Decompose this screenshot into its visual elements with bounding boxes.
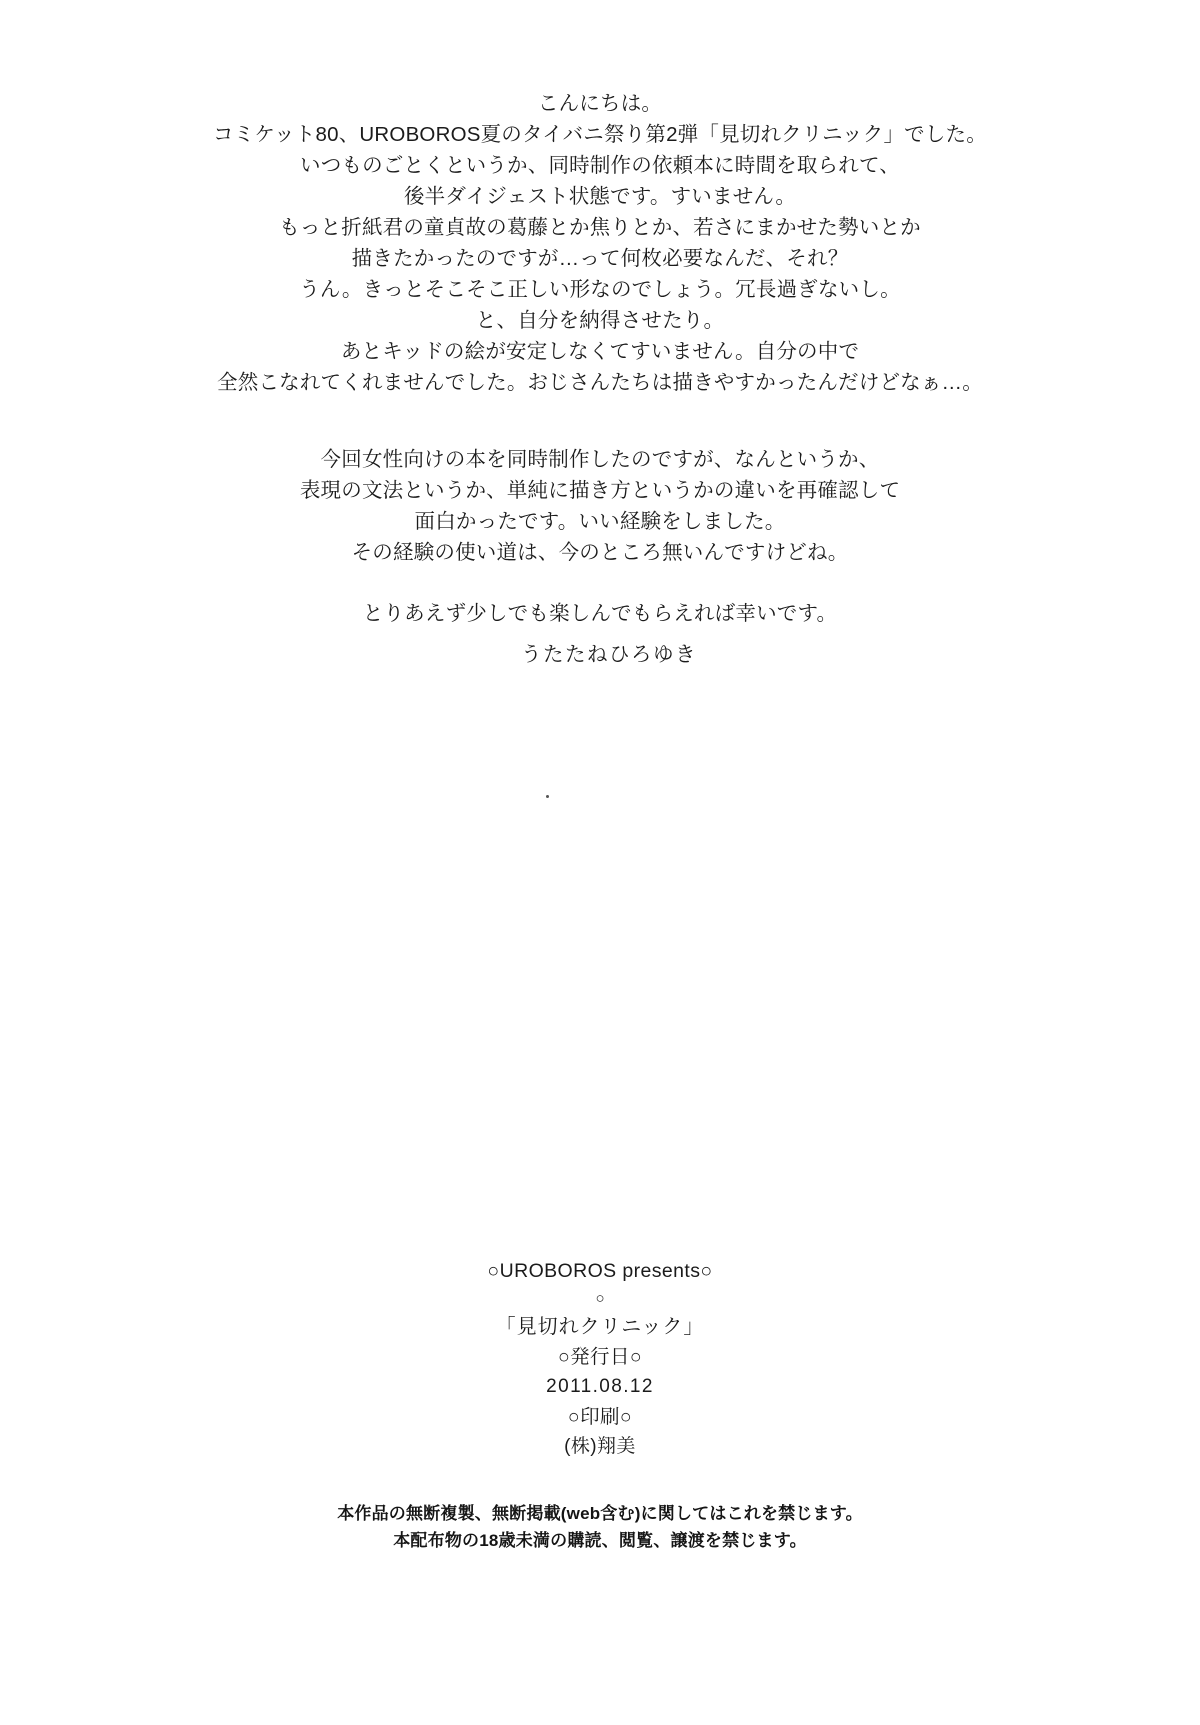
author-name: うたたねひろゆき xyxy=(521,643,697,666)
publisher-line: ○UROBOROS presents○ xyxy=(487,1260,713,1282)
printer-label: ○印刷○ xyxy=(567,1406,633,1428)
author-signature xyxy=(0,640,1200,670)
publish-date-value: 2011.08.12 xyxy=(546,1376,654,1397)
legal-notice xyxy=(0,1500,1200,1554)
afterword-line: うん。きっとそこそこ正しい形なのでしょう。冗長過ぎないし。 xyxy=(299,278,901,301)
circle-divider: ○ xyxy=(595,1290,605,1307)
page-dot-mark xyxy=(546,795,549,798)
printer-value: (株)翔美 xyxy=(564,1436,636,1457)
afterword-line: 後半ダイジェスト状態です。すいません。 xyxy=(403,185,797,208)
publish-date-label: ○発行日○ xyxy=(557,1346,643,1368)
afterword-line: 描きたかったのですが…って何枚必要なんだ、それ？ xyxy=(351,247,849,270)
afterword-section xyxy=(0,88,1200,629)
afterword-line: コミケット80、UROBOROS夏のタイバニ祭り第2弾「見切れクリニック」でした。 xyxy=(213,123,987,146)
afterword-line: あとキッドの絵が安定しなくてすいません。自分の中で xyxy=(340,340,860,363)
notice-line: 本配布物の18歳未満の購読、閲覧、譲渡を禁じます。 xyxy=(393,1531,807,1550)
paragraph-spacer xyxy=(0,568,1200,598)
afterword-line: もっと折紙君の童貞故の葛藤とか焦りとか、若さにまかせた勢いとか xyxy=(279,216,921,239)
afterword-line: とりあえず少しでも楽しんでもらえれば幸いです。 xyxy=(362,602,838,625)
colophon-section xyxy=(0,1256,1200,1462)
afterword-line: その経験の使い道は、今のところ無いんですけどね。 xyxy=(351,541,849,564)
afterword-line: 全然こなれてくれませんでした。おじさんたちは描きやすかったんだけどなぁ…。 xyxy=(217,371,983,394)
work-title: 「見切れクリニック」 xyxy=(495,1316,705,1338)
afterword-line: 表現の文法というか、単純に描き方というかの違いを再確認して xyxy=(299,479,901,502)
afterword-line: と、自分を納得させたり。 xyxy=(475,309,725,332)
afterword-line: 面白かったです。いい経験をしました。 xyxy=(414,510,786,533)
paragraph-spacer xyxy=(0,398,1200,444)
afterword-line: こんにちは。 xyxy=(537,92,663,115)
afterword-line: いつものごとくというか、同時制作の依頼本に時間を取られて、 xyxy=(300,154,900,177)
notice-line: 本作品の無断複製、無断掲載(web含む)に関してはこれを禁じます。 xyxy=(337,1504,863,1523)
afterword-line: 今回女性向けの本を同時制作したのですが、なんというか、 xyxy=(320,448,880,471)
